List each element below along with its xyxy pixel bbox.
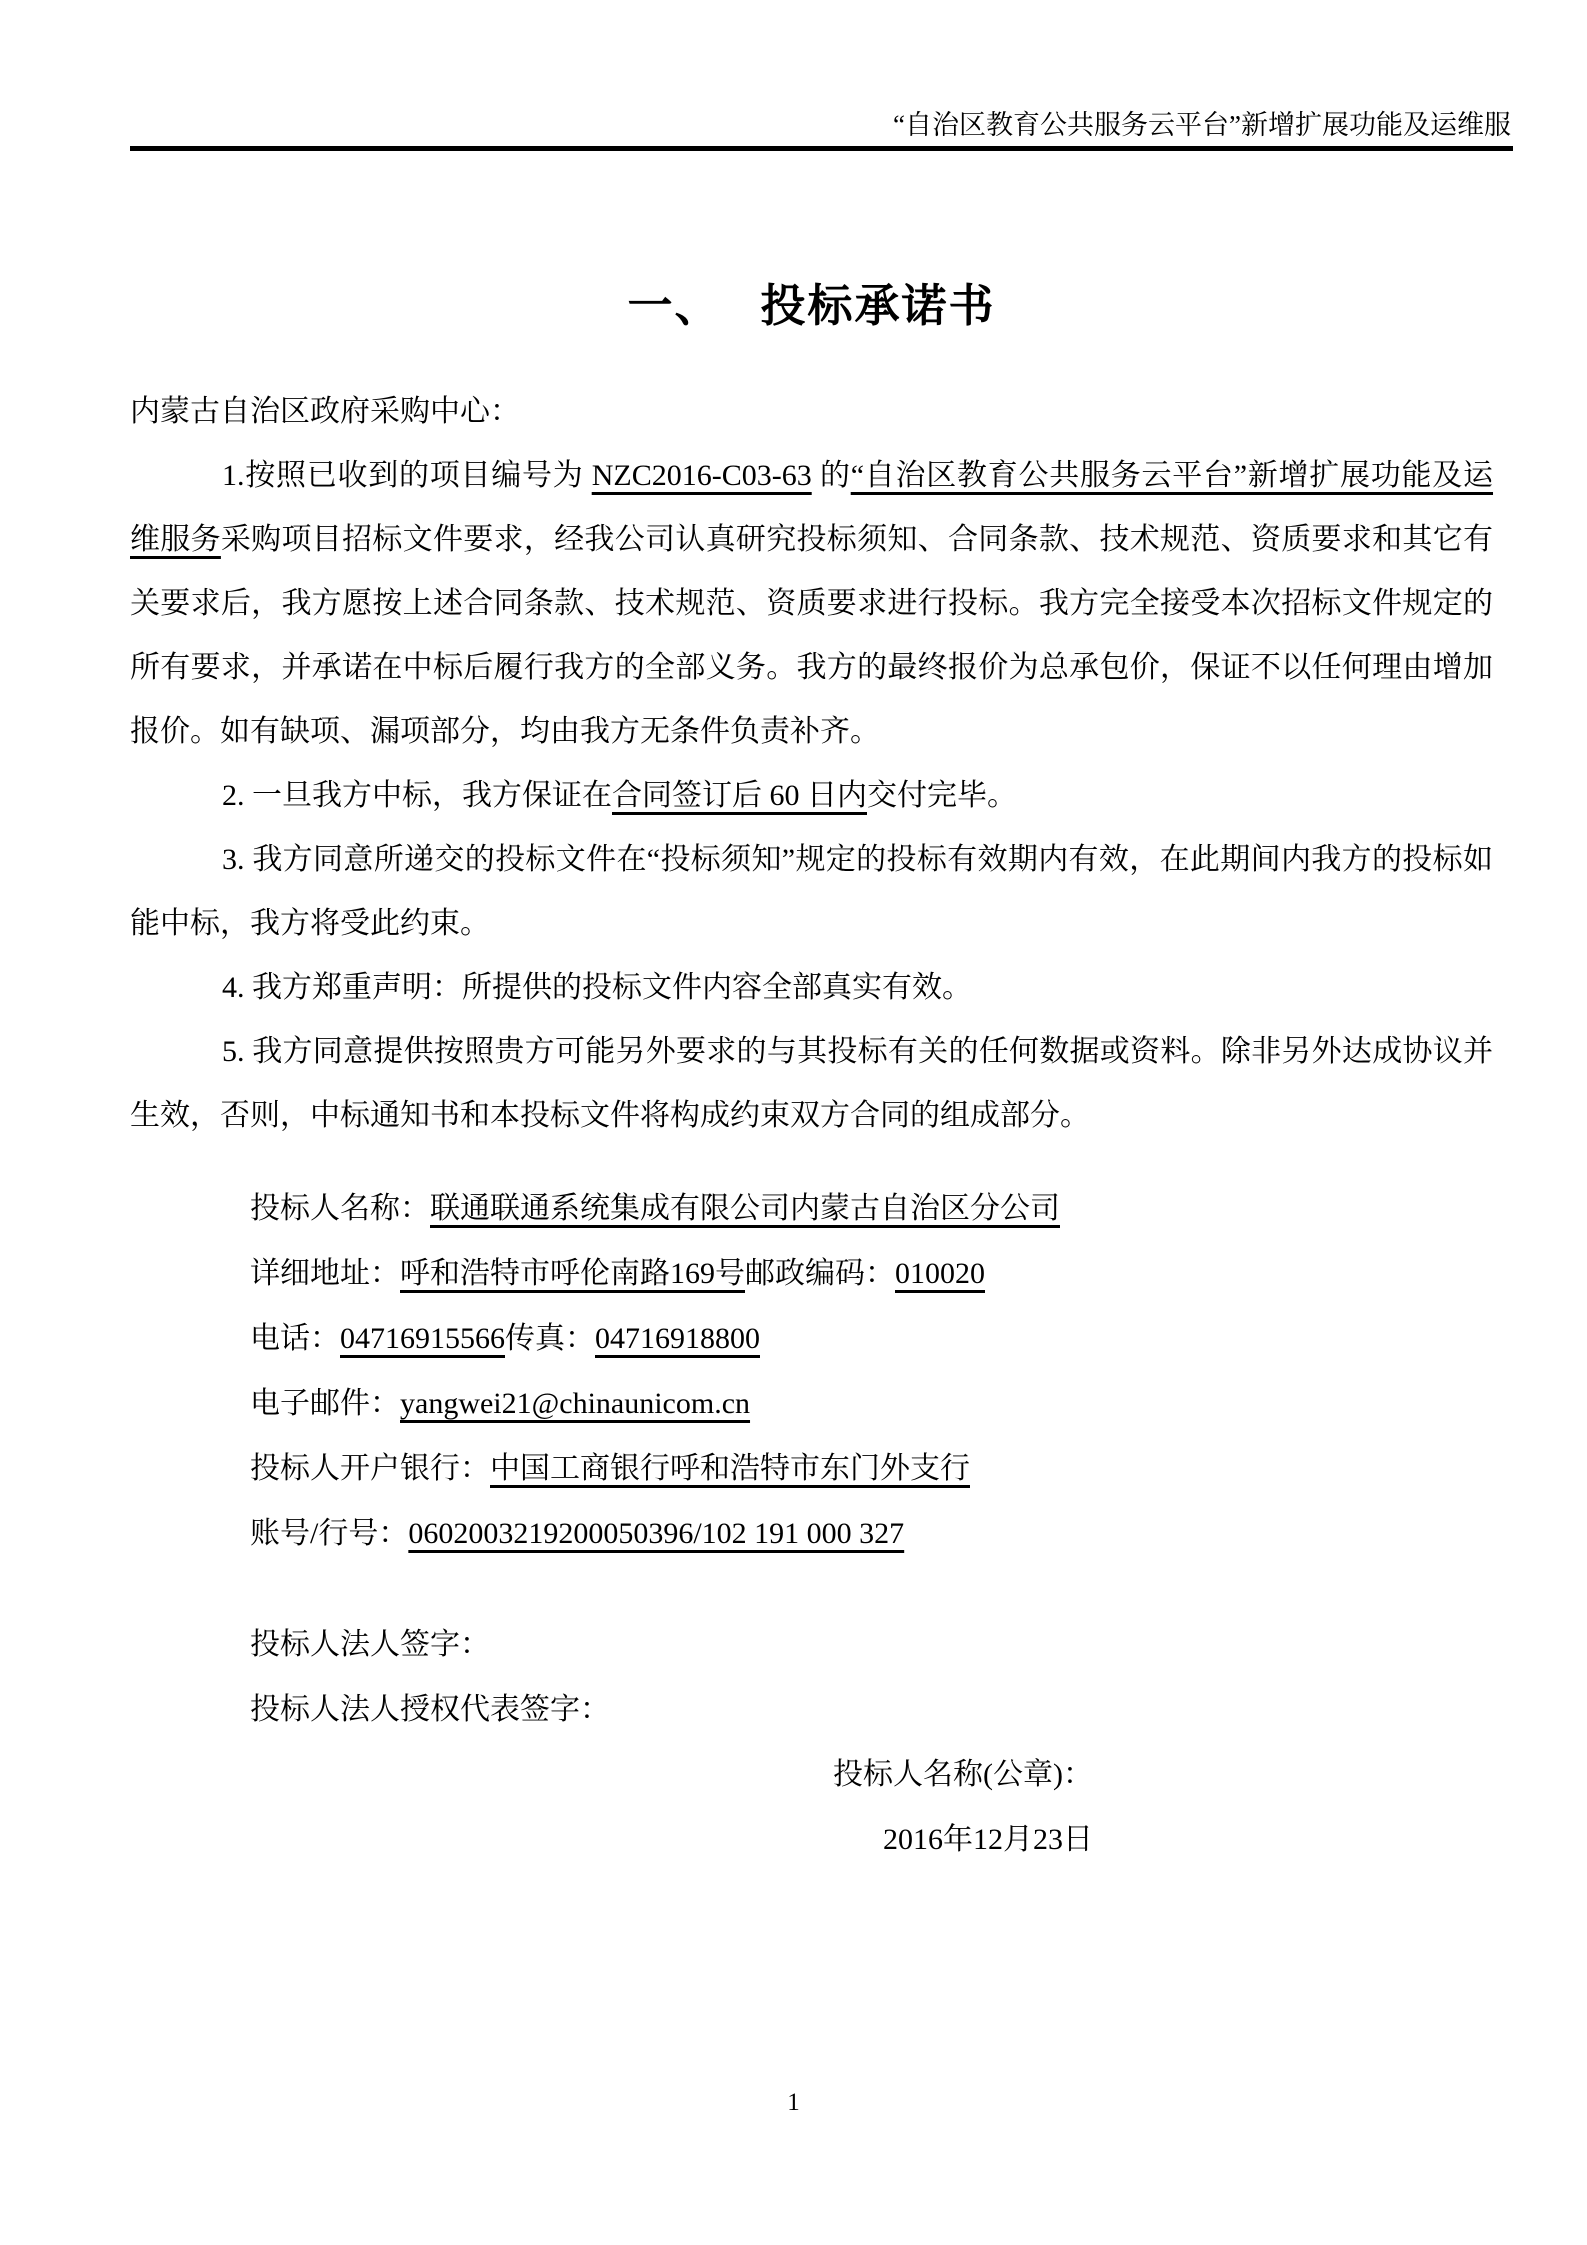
legal-sign-line: 投标人法人签字： xyxy=(250,1628,490,1661)
delivery-deadline: 合同签订后 60 日内 xyxy=(612,779,867,812)
auth-rep-sign-line: 投标人法人授权代表签字： xyxy=(250,1693,610,1726)
bidder-fax-label: 传真： xyxy=(505,1322,595,1355)
header-divider xyxy=(130,146,1513,151)
bidder-address-value: 呼和浩特市呼伦南路169号 xyxy=(400,1257,745,1290)
paragraph-1-lead: 1.按照已收到的项目编号为 xyxy=(222,459,592,492)
bidder-bank-line xyxy=(250,1436,1493,1501)
bidder-email-line xyxy=(250,1371,1493,1436)
bidder-phone-value: 04716915566 xyxy=(340,1322,505,1355)
signature-block xyxy=(130,1612,1493,1742)
paragraph-1-mid: 的 xyxy=(811,459,851,492)
page-header xyxy=(130,108,1511,142)
bidder-name-value: 联通联通系统集成有限公司内蒙古自治区分公司 xyxy=(430,1192,1060,1225)
bidder-bank-value: 中国工商银行呼和浩特市东门外支行 xyxy=(490,1452,970,1485)
bidder-account-line xyxy=(250,1501,1493,1566)
bidder-address-line xyxy=(250,1241,1493,1306)
bidder-info xyxy=(130,1176,1493,1566)
bidder-email-label: 电子邮件： xyxy=(250,1387,400,1420)
bidder-email-value: yangwei21@chinaunicom.cn xyxy=(400,1387,751,1420)
bidder-address-label: 详细地址： xyxy=(250,1257,400,1290)
seal-line: 投标人名称(公章)： xyxy=(833,1758,1093,1791)
page-title: 一、 投标承诺书 xyxy=(627,280,996,331)
project-name: “自治区教育公共服务云平台”新增扩展功能及运维服务 xyxy=(130,459,1494,556)
header-project-title: “自治区教育公共服务云平台”新增扩展功能及运维服 xyxy=(893,110,1511,140)
page-number: 1 xyxy=(787,2089,800,2116)
paragraph-1 xyxy=(130,444,1493,764)
paragraph-2 xyxy=(130,764,1493,828)
paragraph-5: 5. 我方同意提供按照贵方可能另外要求的与其投标有关的任何数据或资料。除非另外达成协议并生效，否则，中标通知书和本投标文件将构成约束双方合同的组成部分。 xyxy=(130,1035,1493,1132)
bidder-fax-value: 04716918800 xyxy=(595,1322,760,1355)
paragraph-4: 4. 我方郑重声明：所提供的投标文件内容全部真实有效。 xyxy=(222,971,972,1004)
bidder-phone-label: 电话： xyxy=(250,1322,340,1355)
paragraph-2-rest: 交付完毕。 xyxy=(867,779,1017,812)
bidder-postcode-value: 010020 xyxy=(895,1257,985,1290)
bidder-postcode-label: 邮政编码： xyxy=(745,1257,895,1290)
body-text xyxy=(130,380,1493,1148)
paragraph-2-lead: 2. 一旦我方中标，我方保证在 xyxy=(222,779,612,812)
document-content xyxy=(130,280,1493,1872)
bidder-name-line xyxy=(250,1176,1493,1241)
bidder-phone-line xyxy=(250,1306,1493,1371)
bidder-bank-label: 投标人开户银行： xyxy=(250,1452,490,1485)
date-line: 2016年12月23日 xyxy=(883,1823,1093,1856)
paragraph-3: 3. 我方同意所递交的投标文件在“投标须知”规定的投标有效期内有效，在此期间内我方的投标如能中标，我方将受此约束。 xyxy=(130,843,1493,940)
bidder-account-label: 账号/行号： xyxy=(250,1517,409,1550)
paragraph-1-rest: 采购项目招标文件要求，经我公司认真研究投标须知、合同条款、技术规范、资质要求和其它有关要求后，我方愿按上述合同条款、技术规范、资质要求进行投标。我方完全接受本次招标文件规定的所有要求，并承诺在中标后履行我方的全部义务。我方的最终报价为总承包价，保证不以任何理由增加报价。如有缺项、漏项部分，均由我方无条件负责补齐。 xyxy=(130,523,1494,748)
bidder-name-label: 投标人名称： xyxy=(250,1192,430,1225)
salutation: 内蒙古自治区政府采购中心： xyxy=(130,395,520,428)
bidder-account-value: 0602003219200050396/102 191 000 327 xyxy=(408,1517,905,1550)
project-number: NZC2016-C03-63 xyxy=(591,459,812,492)
seal-block xyxy=(130,1742,1493,1872)
